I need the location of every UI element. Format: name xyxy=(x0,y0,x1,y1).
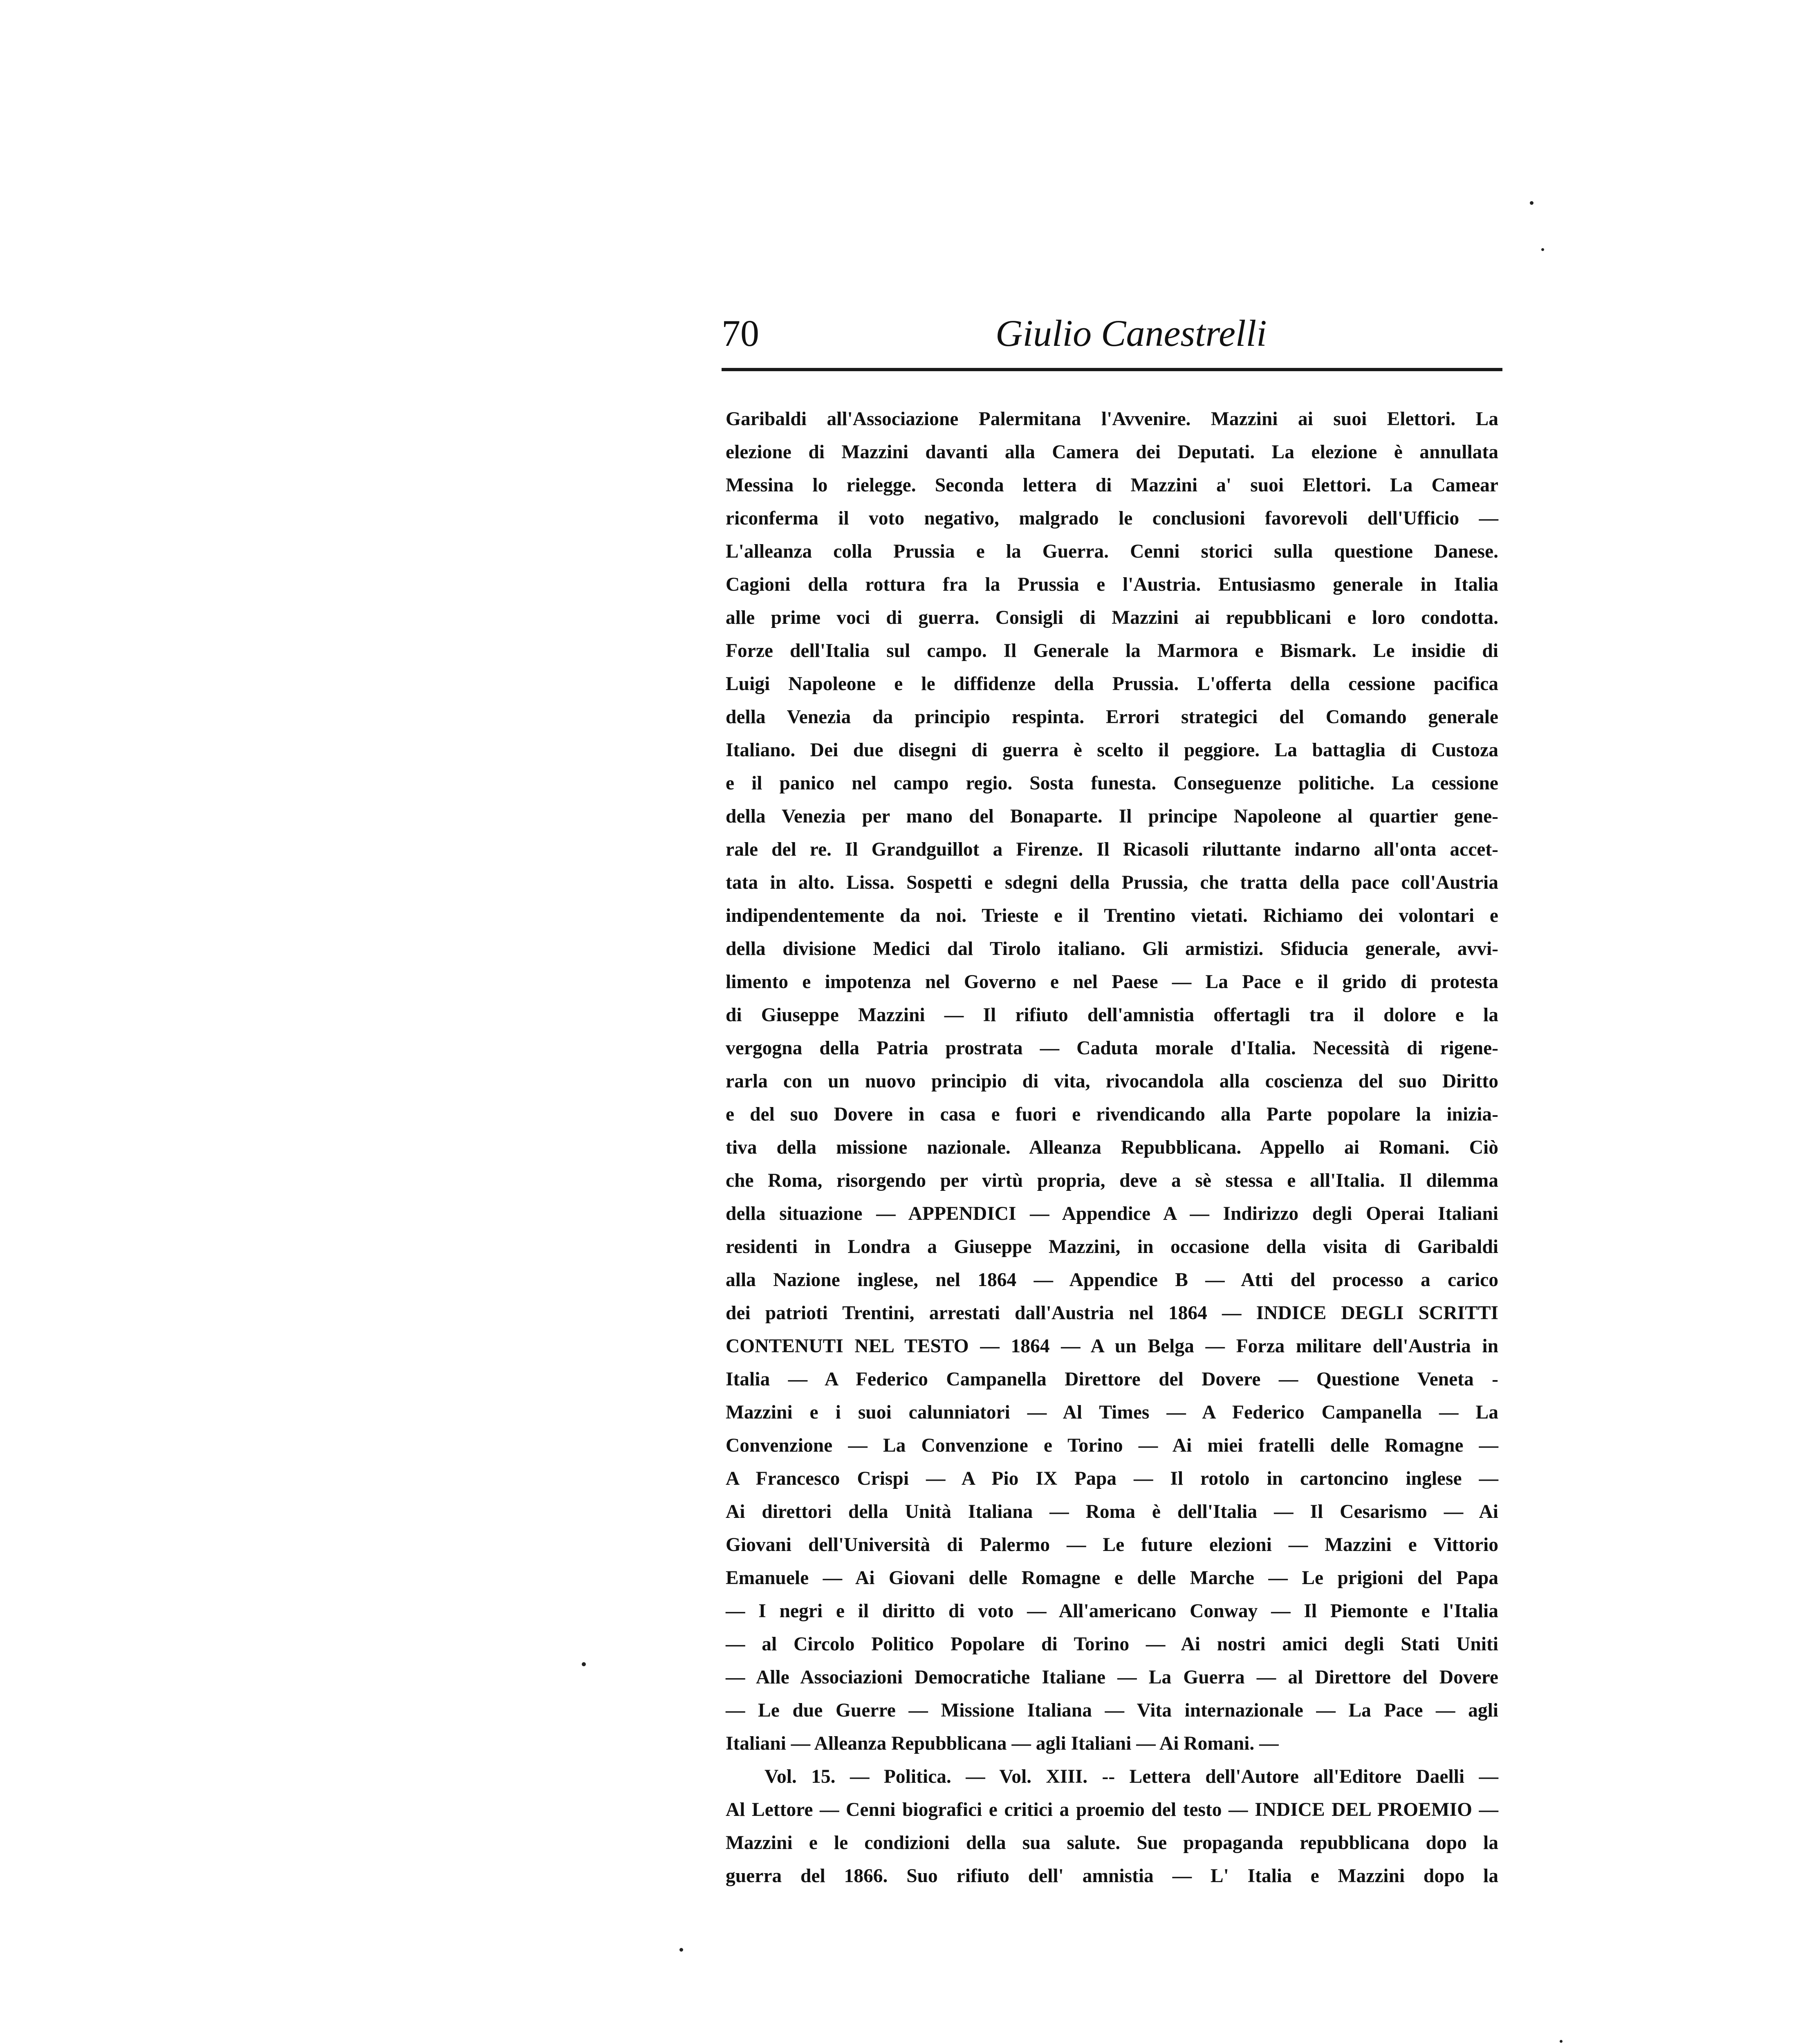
text-line: L'alleanza colla Prussia e la Guerra. Cenni storici sulla questione Danese. xyxy=(726,541,1498,562)
text-line: Italiano. Dei due disegni di guerra è scelto il peggiore. La battaglia di Custoza xyxy=(726,740,1498,761)
text-line: residenti in Londra a Giuseppe Mazzini, in occasione della visita di Garibaldi xyxy=(726,1236,1498,1257)
text-line: elezione di Mazzini davanti alla Camera dei Deputati. La elezione è annullata xyxy=(726,442,1498,463)
text-line: e il panico nel campo regio. Sosta funesta. Conseguenze politiche. La cessione xyxy=(726,773,1498,794)
text-line: Mazzini e i suoi calunniatori — Al Times — A Federico Campanella — La xyxy=(726,1402,1498,1423)
text-line: Messina lo rielegge. Seconda lettera di Mazzini a' suoi Elettori. La Camear xyxy=(726,475,1498,496)
text-line: Giovani dell'Università di Palermo — Le future elezioni — Mazzini e Vittorio xyxy=(726,1534,1498,1555)
text-line: indipendentemente da noi. Trieste e il Trentino vietati. Richiamo dei volontari e xyxy=(726,905,1498,926)
text-line: tiva della missione nazionale. Alleanza Repubblicana. Appello ai Romani. Ciò xyxy=(726,1137,1498,1158)
header-rule xyxy=(722,368,1502,371)
body-text xyxy=(726,403,1498,1893)
text-line: — Le due Guerre — Missione Italiana — Vita internazionale — La Pace — agli xyxy=(726,1700,1498,1721)
text-line: guerra del 1866. Suo rifiuto dell' amnistia — L' Italia e Mazzini dopo la xyxy=(726,1865,1498,1887)
text-line: rale del re. Il Grandguillot a Firenze. Il Ricasoli riluttante indarno all'onta accet- xyxy=(726,839,1498,860)
text-line: — I negri e il diritto di voto — All'americano Conway — Il Piemonte e l'Italia xyxy=(726,1600,1498,1622)
text-line: tata in alto. Lissa. Sospetti e sdegni della Prussia, che tratta della pace coll'Austria xyxy=(726,872,1498,893)
text-line: Italiani — Alleanza Repubblicana — agli Italiani — Ai Romani. — xyxy=(726,1733,1279,1754)
scan-speck xyxy=(679,1948,683,1952)
text-line: riconferma il voto negativo, malgrado le conclusioni favorevoli dell'Ufficio — xyxy=(726,508,1498,529)
text-line: alle prime voci di guerra. Consigli di Mazzini ai repubblicani e loro condotta. xyxy=(726,607,1498,628)
scan-speck xyxy=(582,1662,586,1666)
text-line: della Venezia per mano del Bonaparte. Il principe Napoleone al quartier gene- xyxy=(726,806,1498,827)
text-line: alla Nazione inglese, nel 1864 — Appendice B — Atti del processo a carico xyxy=(726,1269,1498,1291)
text-line: e del suo Dovere in casa e fuori e rivendicando alla Parte popolare la inizia- xyxy=(726,1104,1498,1125)
text-line: di Giuseppe Mazzini — Il rifiuto dell'amnistia offertagli tra il dolore e la xyxy=(726,1004,1498,1026)
text-line: della Venezia da principio respinta. Errori strategici del Comando generale xyxy=(726,706,1498,728)
text-line: Garibaldi all'Associazione Palermitana l'Avvenire. Mazzini ai suoi Elettori. La xyxy=(726,408,1498,430)
text-line: Mazzini e le condizioni della sua salute. Sue propaganda repubblicana dopo la xyxy=(726,1832,1498,1853)
text-line: Vol. 15. — Politica. — Vol. XIII. -- Lettera dell'Autore all'Editore Daelli — xyxy=(764,1766,1498,1787)
text-line: Italia — A Federico Campanella Direttore del Dovere — Questione Veneta - xyxy=(726,1369,1498,1390)
text-line: Cagioni della rottura fra la Prussia e l'Austria. Entusiasmo generale in Italia xyxy=(726,574,1498,595)
text-line: Convenzione — La Convenzione e Torino — Ai miei fratelli delle Romagne — xyxy=(726,1435,1498,1456)
text-line: Luigi Napoleone e le diffidenze della Prussia. L'offerta della cessione pacifica xyxy=(726,673,1498,695)
text-line: CONTENUTI NEL TESTO — 1864 — A un Belga — Forza militare dell'Austria in xyxy=(726,1336,1498,1357)
page-number: 70 xyxy=(722,312,759,354)
scan-speck xyxy=(1541,248,1544,251)
text-line: A Francesco Crispi — A Pio IX Papa — Il rotolo in cartoncino inglese — xyxy=(726,1468,1498,1489)
page-header xyxy=(722,303,1502,374)
text-line: della situazione — APPENDICI — Appendice A — Indirizzo degli Operai Italiani xyxy=(726,1203,1498,1224)
text-line: limento e impotenza nel Governo e nel Paese — La Pace e il grido di protesta xyxy=(726,971,1498,993)
text-line: — Alle Associazioni Democratiche Italiane — La Guerra — al Direttore del Dovere xyxy=(726,1667,1498,1688)
text-line: della divisione Medici dal Tirolo italiano. Gli armistizi. Sfiducia generale, avvi- xyxy=(726,938,1498,959)
text-line: rarla con un nuovo principio di vita, rivocandola alla coscienza del suo Diritto xyxy=(726,1071,1498,1092)
text-line: Ai direttori della Unità Italiana — Roma è dell'Italia — Il Cesarismo — Ai xyxy=(726,1501,1498,1522)
text-line: vergogna della Patria prostrata — Caduta morale d'Italia. Necessità di rigene- xyxy=(726,1038,1498,1059)
text-line: che Roma, risorgendo per virtù propria, deve a sè stessa e all'Italia. Il dilemma xyxy=(726,1170,1498,1191)
text-line: Emanuele — Ai Giovani delle Romagne e delle Marche — Le prigioni del Papa xyxy=(726,1567,1498,1589)
text-line: — al Circolo Politico Popolare di Torino — Ai nostri amici degli Stati Uniti xyxy=(726,1634,1498,1655)
scan-speck xyxy=(1530,201,1533,205)
running-title: Giulio Canestrelli xyxy=(995,312,1267,354)
text-line: Forze dell'Italia sul campo. Il Generale la Marmora e Bismark. Le insidie di xyxy=(726,640,1498,661)
scan-speck xyxy=(1560,2040,1563,2043)
text-line: Al Lettore — Cenni biografici e critici a proemio del testo — INDICE DEL PROEMIO — xyxy=(726,1799,1498,1820)
text-line: dei patrioti Trentini, arrestati dall'Austria nel 1864 — INDICE DEGLI SCRITTI xyxy=(726,1302,1498,1324)
